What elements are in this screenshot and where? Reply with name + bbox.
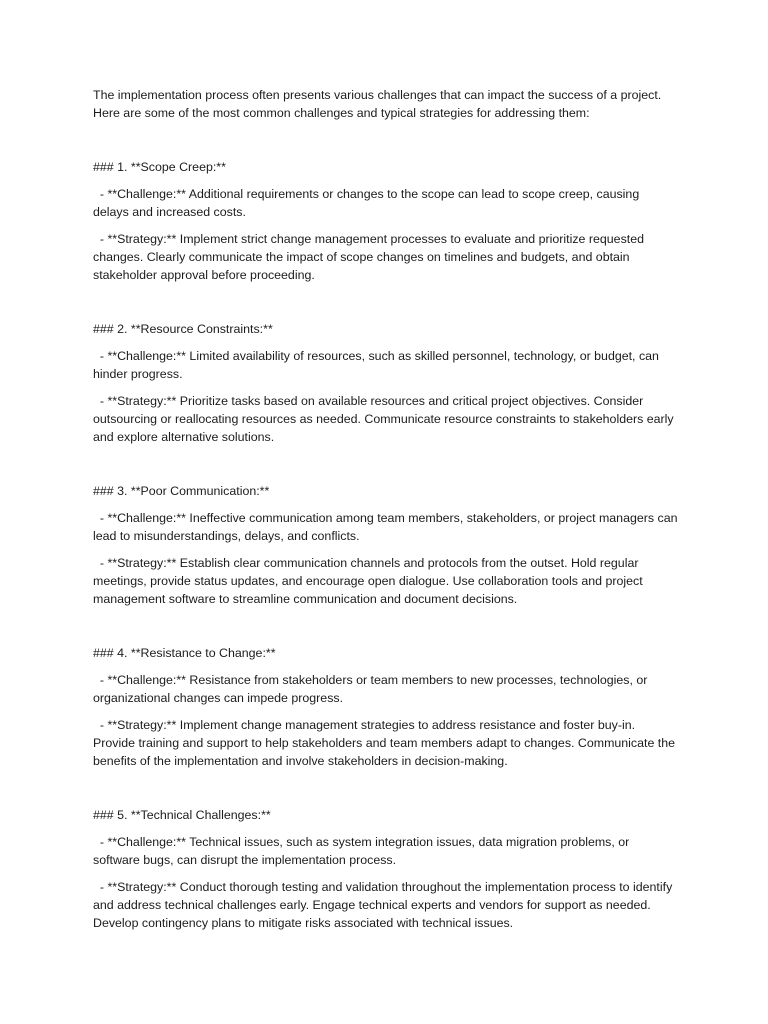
section-heading: ### 3. **Poor Communication:** (93, 484, 270, 498)
challenge-item: - **Challenge:** Technical issues, such as system integration issues, data migration problems, or software bugs, can disrupt the implementation process. (93, 835, 630, 867)
strategy-item: - **Strategy:** Establish clear communication channels and protocols from the outset. Hold regular meetings, provide status updates, and encourage open dialogue. Use collaboration tools and project management software to streamline communication and document decisions. (93, 556, 643, 606)
challenge-item: - **Challenge:** Additional requirements or changes to the scope can lead to scope creep, causing delays and increased costs. (93, 187, 640, 219)
challenge-item: - **Challenge:** Limited availability of resources, such as skilled personnel, technology, or budget, can hinder progress. (93, 349, 659, 381)
section-heading: ### 2. **Resource Constraints:** (93, 322, 273, 336)
section-heading: ### 1. **Scope Creep:** (93, 160, 226, 174)
document-page (93, 86, 678, 932)
strategy-item: - **Strategy:** Prioritize tasks based on available resources and critical project objectives. Consider outsourcing or reallocating resources as needed. Communicate resource constraints to stakeholders early and explore alternative solutions. (93, 394, 674, 444)
section-resistance-to-change (93, 644, 678, 770)
section-scope-creep (93, 158, 678, 284)
section-heading: ### 4. **Resistance to Change:** (93, 646, 276, 660)
section-poor-communication (93, 482, 678, 608)
section-resource-constraints (93, 320, 678, 446)
challenge-item: - **Challenge:** Resistance from stakeholders or team members to new processes, technologies, or organizational changes can impede progress. (93, 673, 648, 705)
intro-paragraph: The implementation process often presents various challenges that can impact the success of a project. Here are some of the most common challenges and typical strategies for addressing them: (93, 88, 662, 120)
strategy-item: - **Strategy:** Implement change management strategies to address resistance and foster buy-in. Provide training and support to help stakeholders and team members adapt to changes. Communicate the benefits of the implementation and involve stakeholders in decision-making. (93, 718, 676, 768)
strategy-item: - **Strategy:** Implement strict change management processes to evaluate and prioritize requested changes. Clearly communicate the impact of scope changes on timelines and budgets, and obtain stakeholder approval before proceeding. (93, 232, 644, 282)
section-heading: ### 5. **Technical Challenges:** (93, 808, 271, 822)
strategy-item: - **Strategy:** Conduct thorough testing and validation throughout the implementation process to identify and address technical challenges early. Engage technical experts and vendors for support as needed. Develop contingency plans to mitigate risks associated with technical issues. (93, 880, 673, 930)
section-technical-challenges (93, 806, 678, 932)
challenge-item: - **Challenge:** Ineffective communication among team members, stakeholders, or project managers can lead to misunderstandings, delays, and conflicts. (93, 511, 678, 543)
